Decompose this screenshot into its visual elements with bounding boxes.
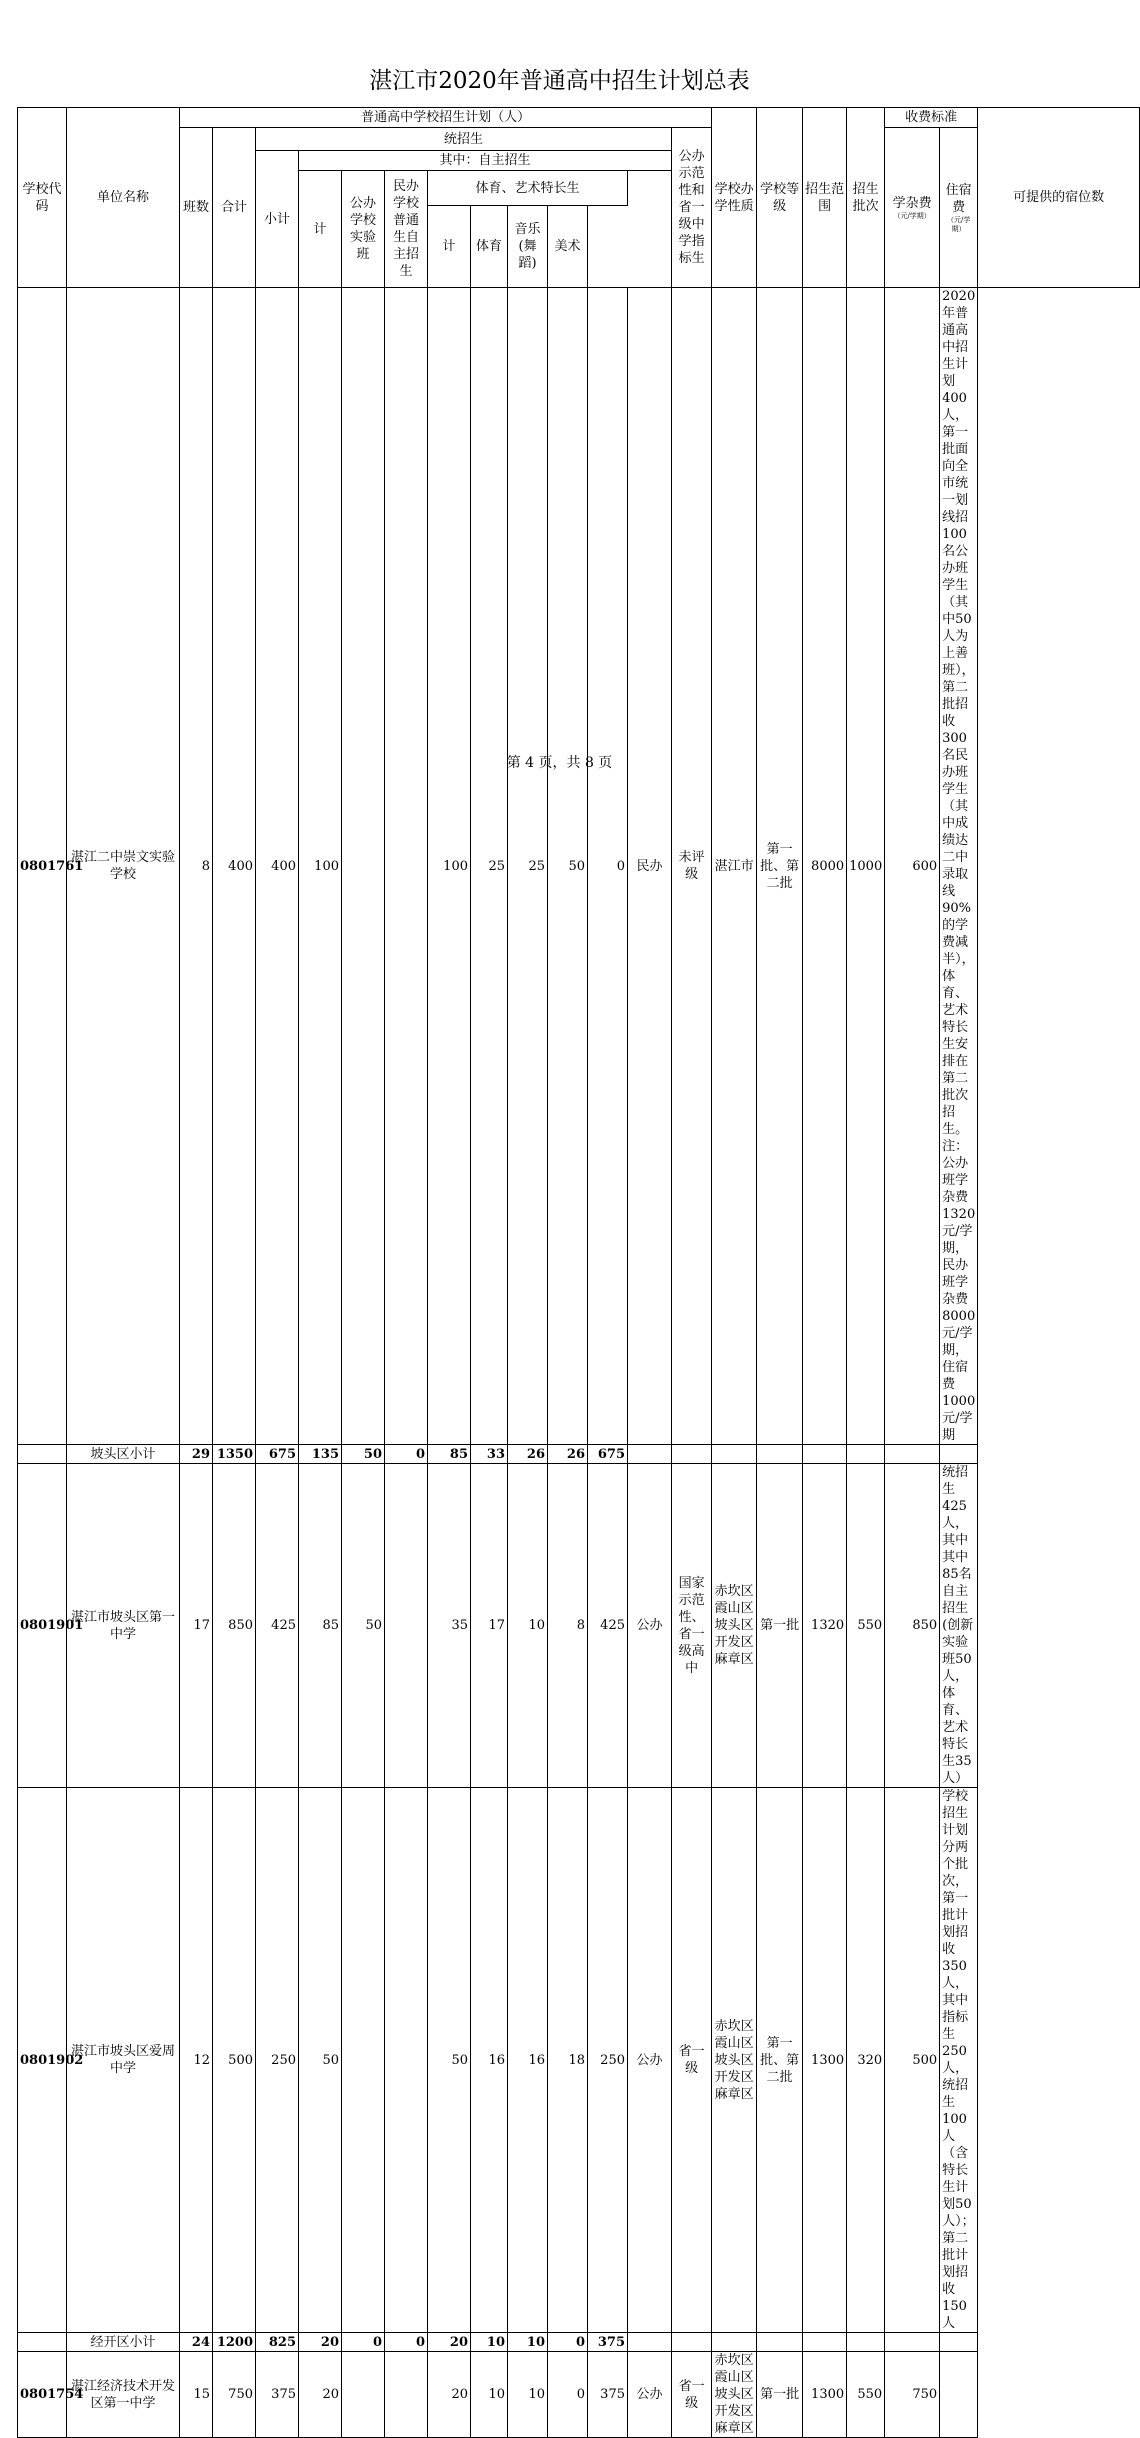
empty-cell: [847, 2333, 885, 2352]
cell-self-count: 20: [299, 2352, 342, 2438]
empty-cell: [803, 2333, 847, 2352]
subtotal-subtotal: 675: [256, 1445, 299, 1464]
cell-tuition: 8000: [803, 288, 847, 1445]
header-sa-count: 计: [428, 206, 471, 288]
cell-dorm: 600: [885, 288, 940, 1445]
cell-self-count: 100: [299, 288, 342, 1445]
subtotal-label: 坡头区小计: [67, 1445, 180, 1464]
cell-total: 850: [213, 1464, 256, 1788]
cell-nature: 公办: [628, 2352, 672, 2438]
cell-classes: 17: [180, 1464, 213, 1788]
cell-public-demo: 0: [588, 288, 628, 1445]
empty-cell: [885, 1445, 940, 1464]
cell-sports: 25: [471, 288, 508, 1445]
cell-remark: [940, 2352, 978, 2438]
cell-scope: 赤坎区霞山区坡头区开发区麻章区: [712, 2352, 757, 2438]
cell-total: 500: [213, 1788, 256, 2333]
header-lodging: [940, 128, 978, 288]
subtotal-public-exp: 50: [342, 1445, 385, 1464]
cell-grade: 省一级: [672, 1788, 712, 2333]
cell-music: 16: [508, 1788, 548, 2333]
header-art: 美术: [548, 206, 588, 288]
subtotal-music: 26: [508, 1445, 548, 1464]
cell-sa-count: 35: [428, 1464, 471, 1788]
cell-private-self: [385, 288, 428, 1445]
cell-name: 湛江经济技术开发区第一中学: [67, 2352, 180, 2438]
subtotal-classes: 29: [180, 1445, 213, 1464]
header-public-exp: 公办学校实验班: [342, 171, 385, 288]
cell-batch: 第一批: [757, 2352, 803, 2438]
header-sports: 体育: [471, 206, 508, 288]
cell-private-self: [385, 1788, 428, 2333]
empty-cell: [628, 2333, 672, 2352]
cell-name: 湛江市坡头区爱周中学: [67, 1788, 180, 2333]
cell-public-exp: [342, 2352, 385, 2438]
header-tuition-label: 学杂费: [892, 195, 932, 211]
header-plan-group: 普通高中学校招生计划（人）: [180, 108, 712, 128]
cell-remark: 统招生425人，其中其中85名自主招生(创新实验班50人，体育、艺术特长生35人）: [940, 1464, 978, 1788]
cell-nature: 公办: [628, 1464, 672, 1788]
header-unified: 统招生: [256, 128, 672, 151]
cell-sa-count: 50: [428, 1788, 471, 2333]
header-private-self: 民办学校普通生自主招生: [385, 171, 428, 288]
cell-name: 湛江二中崇文实验学校: [67, 288, 180, 1445]
subtotal-subtotal: 825: [256, 2333, 299, 2352]
subtotal-private-self: 0: [385, 2333, 428, 2352]
cell-name: 湛江市坡头区第一中学: [67, 1464, 180, 1788]
cell-code: 0801754: [18, 2352, 67, 2438]
header-tuition-unit: （元/学期）: [893, 211, 931, 220]
subtotal-total: 1200: [213, 2333, 256, 2352]
header-dorm: 可提供的宿位数: [978, 108, 1140, 288]
cell-grade: 未评级: [672, 288, 712, 1445]
cell-batch: 第一批、第二批: [757, 1788, 803, 2333]
cell-classes: 8: [180, 288, 213, 1445]
subtotal-public-exp: 0: [342, 2333, 385, 2352]
cell-public-exp: 50: [342, 1464, 385, 1788]
cell-remark: 学校招生计划分两个批次，第一批计划招收350人，其中指标生250人，统招生100人（含特长生计划50人）；第二批计划招收150人: [940, 1788, 978, 2333]
subtotal-sa-count: 20: [428, 2333, 471, 2352]
cell-lodging: 550: [847, 2352, 885, 2438]
cell-lodging: 320: [847, 1788, 885, 2333]
cell-music: 25: [508, 288, 548, 1445]
subtotal-self-count: 20: [299, 2333, 342, 2352]
table-row: [18, 2352, 1140, 2438]
empty-cell: [672, 2333, 712, 2352]
empty-cell: [712, 1445, 757, 1464]
empty-cell: [803, 1445, 847, 1464]
cell-classes: 12: [180, 1788, 213, 2333]
subtotal-art: 26: [548, 1445, 588, 1464]
subtotal-classes: 24: [180, 2333, 213, 2352]
header-total: 合计: [213, 128, 256, 288]
cell-scope: 赤坎区霞山区坡头区开发区麻章区: [712, 1464, 757, 1788]
subtotal-music: 10: [508, 2333, 548, 2352]
cell-grade: 省一级: [672, 2352, 712, 2438]
empty-cell: [712, 2333, 757, 2352]
cell-dorm: 750: [885, 2352, 940, 2438]
header-self-count: 计: [299, 171, 342, 288]
cell-dorm: 500: [885, 1788, 940, 2333]
table-row: [18, 288, 1140, 1445]
subtotal-total: 1350: [213, 1445, 256, 1464]
subtotal-sports: 33: [471, 1445, 508, 1464]
empty-cell: [672, 1445, 712, 1464]
header-grade: 学校等级: [757, 108, 803, 288]
subtotal-public-demo: 675: [588, 1445, 628, 1464]
cell-nature: 民办: [628, 288, 672, 1445]
cell-public-exp: [342, 288, 385, 1445]
cell-dorm: 850: [885, 1464, 940, 1788]
cell-lodging: 550: [847, 1464, 885, 1788]
empty-cell: [757, 2333, 803, 2352]
cell-subtotal: 425: [256, 1464, 299, 1788]
empty-cell: [757, 1445, 803, 1464]
cell-nature: 公办: [628, 1788, 672, 2333]
cell-self-count: 85: [299, 1464, 342, 1788]
empty-cell: [18, 1445, 67, 1464]
empty-cell: [940, 2333, 978, 2352]
empty-cell: [18, 2333, 67, 2352]
cell-remark: 2020年普通高中招生计划400人，第一批面向全市统一划线招100名公办班学生（其中50人为上善班），第二批招收300名民办班学生（其中成绩达二中录取线90%的学费减半），体育、艺术特长生安排在第二批次招生。注：公办班学杂费1320元/学期，民办班学杂费8000元/学期，住宿费1000元/学期: [940, 288, 978, 1445]
header-lodging-unit: （元/学期）: [946, 215, 971, 233]
header-sports-arts: 体育、艺术特长生: [428, 171, 628, 206]
cell-sa-count: 100: [428, 288, 471, 1445]
cell-classes: 15: [180, 2352, 213, 2438]
cell-sports: 16: [471, 1788, 508, 2333]
subtotal-private-self: 0: [385, 1445, 428, 1464]
header-unit-name: 单位名称: [67, 108, 180, 288]
page-footer: 第 4 页，共 8 页: [506, 755, 613, 771]
header-subtotal: 小计: [256, 151, 299, 288]
cell-sports: 10: [471, 2352, 508, 2438]
cell-batch: 第一批: [757, 1464, 803, 1788]
subtotal-row: [18, 1445, 1140, 1464]
cell-private-self: [385, 1464, 428, 1788]
cell-grade: 国家示范性、省一级高中: [672, 1464, 712, 1788]
table-row: [18, 1788, 1140, 2333]
header-tuition: [885, 128, 940, 288]
cell-sports: 17: [471, 1464, 508, 1788]
subtotal-sa-count: 85: [428, 1445, 471, 1464]
header-music: 音乐(舞蹈): [508, 206, 548, 288]
cell-tuition: 1300: [803, 2352, 847, 2438]
subtotal-public-demo: 375: [588, 2333, 628, 2352]
cell-art: 18: [548, 1788, 588, 2333]
header-row-2: [18, 128, 1140, 151]
empty-cell: [885, 2333, 940, 2352]
subtotal-label: 经开区小计: [67, 2333, 180, 2352]
header-nature: 学校办学性质: [712, 108, 757, 288]
cell-lodging: 1000: [847, 288, 885, 1445]
cell-subtotal: 250: [256, 1788, 299, 2333]
subtotal-self-count: 135: [299, 1445, 342, 1464]
empty-cell: [628, 1445, 672, 1464]
cell-public-demo: 375: [588, 2352, 628, 2438]
header-lodging-label: 住宿费: [945, 182, 972, 215]
cell-code: 0801902: [18, 1788, 67, 2333]
page-title: 湛江市2020年普通高中招生计划总表: [369, 68, 750, 94]
subtotal-art: 0: [548, 2333, 588, 2352]
cell-art: 50: [548, 288, 588, 1445]
cell-subtotal: 375: [256, 2352, 299, 2438]
cell-batch: 第一批、第二批: [757, 288, 803, 1445]
cell-public-demo: 250: [588, 1788, 628, 2333]
cell-public-exp: [342, 1788, 385, 2333]
header-batch: 招生批次: [847, 108, 885, 288]
cell-art: 0: [548, 2352, 588, 2438]
cell-total: 400: [213, 288, 256, 1445]
table-row: [18, 1464, 1140, 1788]
cell-music: 10: [508, 2352, 548, 2438]
cell-private-self: [385, 2352, 428, 2438]
cell-scope: 赤坎区霞山区坡头区开发区麻章区: [712, 1788, 757, 2333]
cell-total: 750: [213, 2352, 256, 2438]
cell-public-demo: 425: [588, 1464, 628, 1788]
header-school-code: 学校代码: [18, 108, 67, 288]
subtotal-sports: 10: [471, 2333, 508, 2352]
empty-cell: [847, 1445, 885, 1464]
cell-tuition: 1300: [803, 1788, 847, 2333]
cell-code: 0801761: [18, 288, 67, 1445]
cell-music: 10: [508, 1464, 548, 1788]
cell-self-count: 50: [299, 1788, 342, 2333]
cell-code: 0801901: [18, 1464, 67, 1788]
header-scope: 招生范围: [803, 108, 847, 288]
cell-scope: 湛江市: [712, 288, 757, 1445]
enrollment-plan-table: [17, 107, 1140, 2438]
cell-sa-count: 20: [428, 2352, 471, 2438]
header-fee-group: 收费标准: [885, 108, 978, 128]
header-public-demo: 公办示范性和省一级中学指标生: [672, 128, 712, 288]
empty-cell: [940, 1445, 978, 1464]
header-classes: 班数: [180, 128, 213, 288]
header-self-enroll: 其中：自主招生: [299, 151, 672, 171]
subtotal-row: [18, 2333, 1140, 2352]
cell-subtotal: 400: [256, 288, 299, 1445]
header-row-1: [18, 108, 1140, 128]
cell-art: 8: [548, 1464, 588, 1788]
cell-tuition: 1320: [803, 1464, 847, 1788]
